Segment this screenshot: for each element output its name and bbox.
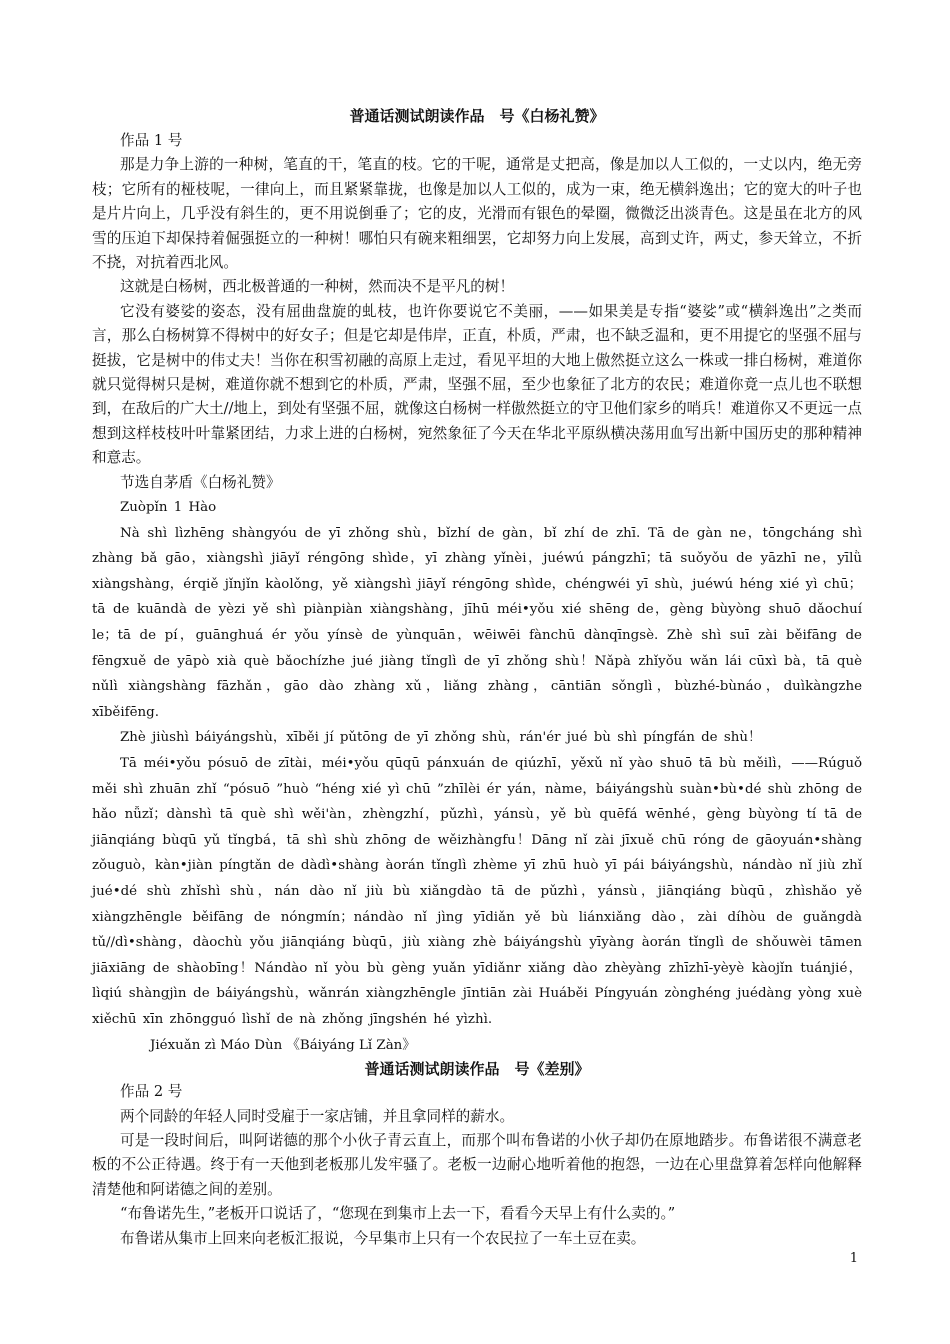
work1-label: 作品 1 号	[120, 132, 183, 149]
work1-pinyin-paragraph: Nà shì lìzhēng shàngyóu de yī zhǒng shù，bǐzhí de gàn，bǐ zhí de zhī. Tā de gàn ne，tōngcháng shì zhàng bǎ gāo，xiàngshì jiāyǐ réngōng shìde，yī zhàng yǐnèi，juéwú pángzhī；tā suǒyǒu de yāzhī ne，yīlǜ xiàngshàng，érqiě jǐnjǐn kàolǒng，yě xiàngshì jiāyǐ réngōng shìde，chéngwéi yī shù，juéwú héng xié yì chū；tā de kuāndà de yèzi yě shì piànpiàn xiàngshàng，jīhū méi•yǒu xié shēng de，gèng bùyòng shuō dǎochuí le；tā de pí，guānghuá ér yǒu yínsè de yùnquān，wēiwēi fànchū dànqīngsè. Zhè shì suī zài běifāng de fēngxuě de yāpò xià què bǎochízhe jué jiàng tǐnglì de yī zhǒng shù！Nǎpà zhǐyǒu wǎn lái cūxì bà，tā què nǔlì xiàngshàng fāzhǎn，gāo dào zhàng xǔ，liǎng zhàng，cāntiān sǒnglì，bùzhé-bùnáo，duìkàngzhe xīběifēng.	[92, 525, 862, 720]
page-number: 1	[849, 1251, 858, 1266]
work2-paragraph: “布鲁诺先生，”老板开口说话了，“您现在到集市上去一下，看看今天早上有什么卖的。”	[120, 1205, 676, 1223]
work1-pinyin-source: Jiéxuǎn zì Máo Dùn 《Báiyáng Lǐ Zàn》	[150, 1037, 416, 1053]
work1-pinyin-paragraph: Zhè jiùshì báiyángshù，xīběi jí pǔtōng de yī zhǒng shù，rán'ér jué bù shì píngfán de shù！	[120, 730, 762, 746]
work2-paragraph: 布鲁诺从集市上回来向老板汇报说，今早集市上只有一个农民拉了一车土豆在卖。	[120, 1229, 646, 1247]
work1-paragraph: 那是力争上游的一种树，笔直的干，笔直的枝。它的干呢，通常是丈把高，像是加以人工似的，一丈以内，绝无旁枝；它所有的桠枝呢，一律向上，而且紧紧靠拢，也像是加以人工似的，成为一束，绝无横斜逸出；它的宽大的叶子也是片片向上，几乎没有斜生的，更不用说倒垂了；它的皮，光滑而有银色的晕圈，微微泛出淡青色。这是虽在北方的风雪的压迫下却保持着倔强挺立的一种树！哪怕只有碗来粗细罢，它却努力向上发展，高到丈许，两丈，参天耸立，不折不挠，对抗着西北风。	[92, 156, 862, 272]
work2-title: 普通话测试朗读作品 号《差别》	[364, 1060, 590, 1079]
work1-paragraph: 它没有婆娑的姿态，没有屈曲盘旋的虬枝，也许你要说它不美丽，——如果美是专指“婆娑”或“横斜逸出”之类而言，那么白杨树算不得树中的好女子；但是它却是伟岸，正直，朴质，严肃，也不缺乏温和，更不用提它的坚强不屈与挺拔，它是树中的伟丈夫！当你在积雪初融的高原上走过，看见平坦的大地上傲然挺立这么一株或一排白杨树，难道你就只觉得树只是树，难道你就不想到它的朴质，严肃，坚强不屈，至少也象征了北方的农民；难道你竟一点儿也不联想到，在敌后的广大土//地上，到处有坚强不屈，就像这白杨树一样傲然挺立的守卫他们家乡的哨兵！难道你又不更远一点想到这样枝枝叶叶靠紧团结，力求上进的白杨树，宛然象征了今天在华北平原纵横决荡用血写出新中国历史的那种精神和意志。	[92, 302, 862, 467]
work1-title: 普通话测试朗读作品 号《白杨礼赞》	[349, 107, 605, 125]
work1-pinyin-paragraph: Tā méi•yǒu pósuō de zītài，méi•yǒu qūqū pánxuán de qiúzhī，yěxǔ nǐ yào shuō tā bù měilì，——Rúguǒ měi shì zhuān zhǐ “pósuō ”huò “héng xié yì chū ”zhīlèi ér yán，nàme，báiyángshù suàn•bù•dé shù zhōng de hǎo nǚzǐ；dànshì tā què shì wěi'àn，zhèngzhí，pǔzhì，yánsù，yě bù quēfá wēnhé，gèng bùyòng tí tā de jiānqiáng bùqū yǔ tǐngbá，tā shì shù zhōng de wěizhàngfu！Dāng nǐ zài jīxuě chū róng de gāoyuán•shàng zǒuguò，kàn•jiàn píngtǎn de dàdì•shàng àorán tǐnglì zhème yī zhū huò yī pái báiyángshù，nándào nǐ jiù zhǐ jué•dé shù zhǐshì shù，nán dào nǐ jiù bù xiǎngdào tā de pǔzhì，yánsù，jiānqiáng bùqū，zhìshǎo yě xiàngzhēngle běifāng de nóngmín；nándào nǐ jìng yīdiǎn yě bù liánxiǎng dào，zài díhòu de guǎngdà tǔ//dì•shàng，dàochù yǒu jiānqiáng bùqū，jiù xiàng zhè báiyángshù yīyàng àorán tǐnglì de shǒuwèi tāmen jiāxiāng de shàobīng！Nándào nǐ yòu bù gèng yuǎn yīdiǎnr xiǎng dào zhèyàng zhīzhī-yèyè kàojǐn tuánjié，lìqiú shàngjìn de báiyángshù，wǎnrán xiàngzhēngle jīntiān zài Huáběi Píngyuán zònghéng juédàng yòng xuè xiěchū xīn zhōngguó lìshǐ de nà zhǒng jīngshén hé yìzhì.	[92, 756, 862, 1027]
work2-paragraph: 可是一段时间后，叫阿诺德的那个小伙子青云直上，而那个叫布鲁诺的小伙子却仍在原地踏步。布鲁诺很不满意老板的不公正待遇。终于有一天他到老板那儿发牢骚了。老板一边耐心地听着他的抱怨，一边在心里盘算着怎样向他解释清楚他和阿诺德之间的差别。	[92, 1131, 862, 1198]
work2-label: 作品 2 号	[120, 1083, 183, 1101]
work1-source: 节选自茅盾《白杨礼赞》	[120, 473, 281, 491]
document-page	[92, 0, 862, 1251]
work1-paragraph: 这就是白杨树，西北极普通的一种树，然而决不是平凡的树！	[120, 278, 515, 296]
work1-pinyin-label: Zuòpǐn 1 Hào	[120, 500, 217, 516]
work2-paragraph: 两个同龄的年轻人同时受雇于一家店铺，并且拿同样的薪水。	[120, 1107, 515, 1125]
